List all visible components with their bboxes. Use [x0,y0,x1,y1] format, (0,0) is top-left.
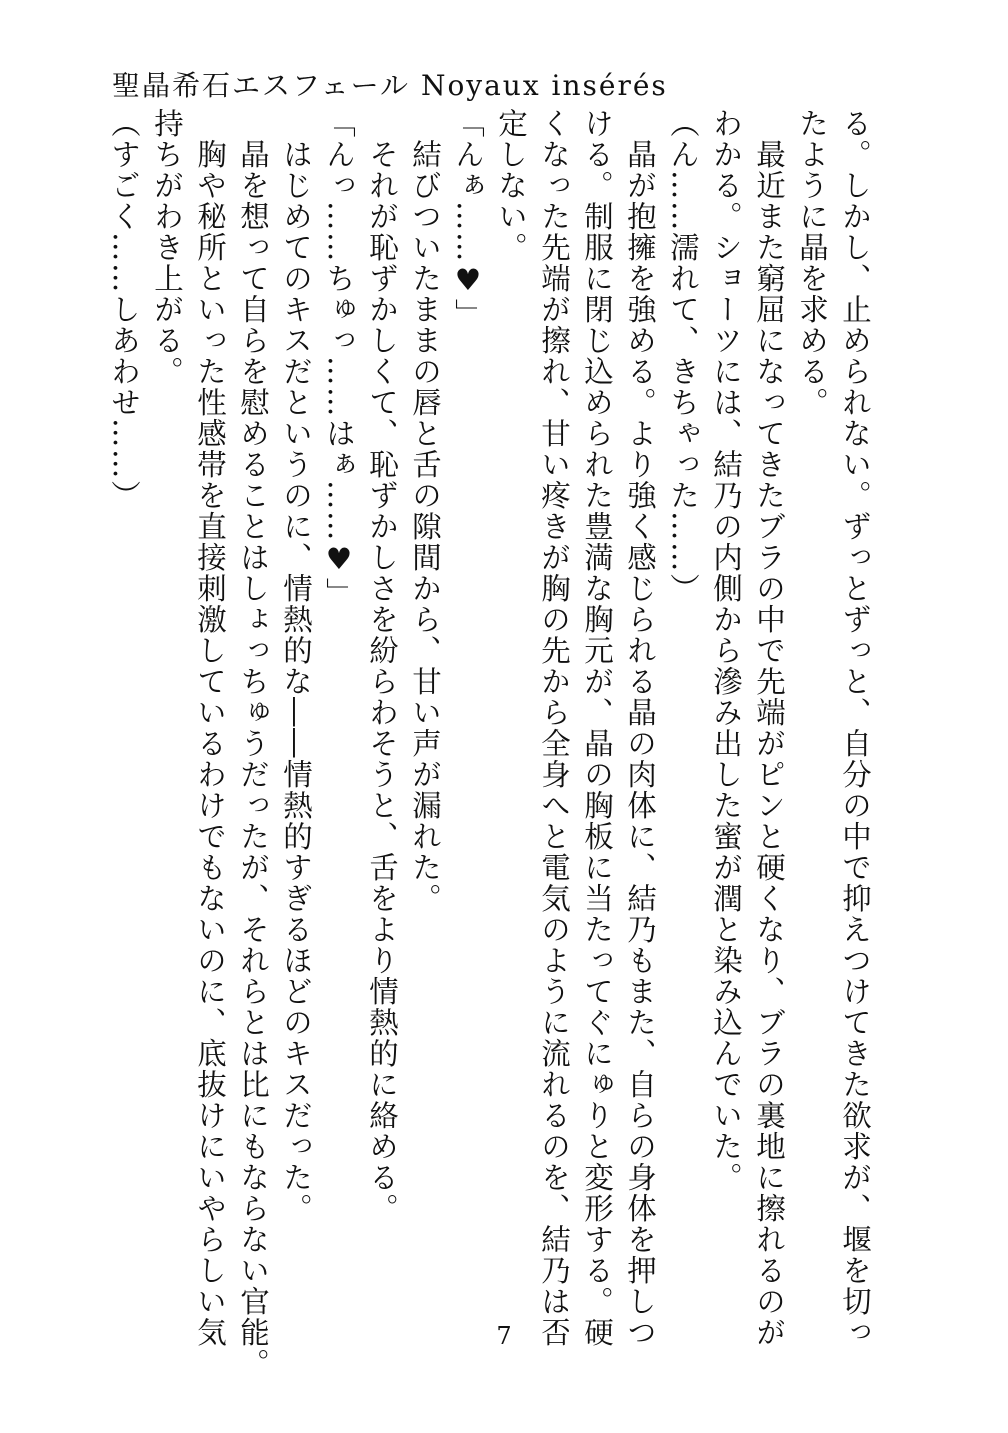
text-line: 「んっ……ちゅっ……はぁ……♥」 [322,108,356,609]
text-line: 晶が抱擁を強める。より強く感じられる晶の肉体に、結乃もまた、自らの身体を押しつ [623,108,657,1348]
text-line: る。しかし、止められない。ずっとずっと、自分の中で抑えつけてきた欲求が、堰を切っ [838,108,872,1348]
text-line: くなった先端が擦れ、甘い疼きが胸の先から全身へと電気のように流れるのを、結乃は否 [537,108,571,1348]
running-header: 聖晶希石エスフェール Noyaux insérés [112,69,668,102]
text-line: たように晶を求める。 [795,108,829,418]
text-line: 持ちがわき上がる。 [150,108,184,387]
vertical-body-text [102,108,876,1379]
text-line: 晶を想って自らを慰めることはしょっちゅうだったが、それらとは比にもならない官能。 [236,108,270,1379]
text-line: それが恥ずかしくて、恥ずかしさを紛らわそうと、舌をより情熱的に絡める。 [365,108,399,1224]
text-line: 「んぁ……♥」 [451,108,485,330]
text-line: ける。制服に閉じ込められた豊満な胸元が、晶の胸板に当たってぐにゅりと変形する。硬 [580,108,614,1348]
text-line: はじめてのキスだというのに、情熱的な――情熱的すぎるほどのキスだった。 [279,108,313,1224]
page-number: 7 [496,1322,512,1350]
text-line: わかる。ショーツには、結乃の内側から滲み出した蜜が潤と染み込んでいた。 [709,108,743,1193]
text-line: 胸や秘所といった性感帯を直接刺激しているわけでもないのに、底抜けにいやらしい気 [193,108,227,1348]
text-line: （すごく……しあわせ……） [107,108,141,511]
text-line: 最近また窮屈になってきたブラの中で先端がピンと硬くなり、ブラの裏地に擦れるのが [752,108,786,1348]
text-line: （ん……濡れて、きちゃった……） [666,108,700,604]
text-line: 定しない。 [494,108,528,263]
text-line: 結びついたままの唇と舌の隙間から、甘い声が漏れた。 [408,108,442,914]
